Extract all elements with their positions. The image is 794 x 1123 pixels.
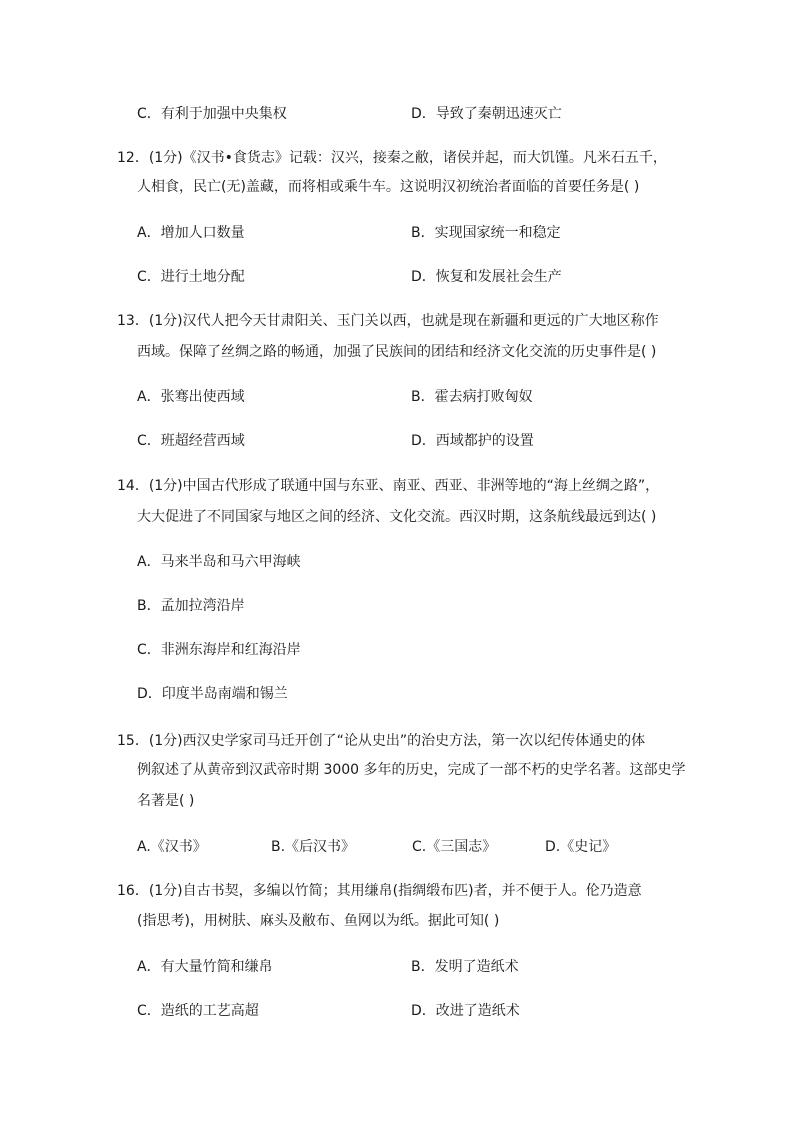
q14-option-c: C．非洲东海岸和红海沿岸 (137, 642, 301, 658)
q14-option-a: A．马来半岛和马六甲海峡 (137, 554, 301, 570)
q16-stem-line2: (指思考)，用树肤、麻头及敝布、鱼网以为纸。据此可知( ) (137, 913, 500, 929)
q15-option-a: A.《汉书》 (137, 839, 207, 855)
q12-option-a: A．增加人口数量 (137, 225, 245, 241)
q14-stem-line2: 大大促进了不同国家与地区之间的经济、文化交流。西汉时期，这条航线最远到达( ) (137, 509, 657, 525)
q16-option-c: C．造纸的工艺高超 (137, 1003, 259, 1019)
q16-option-b: B．发明了造纸术 (411, 959, 519, 975)
q15-stem-line2: 例叙述了从黄帝到汉武帝时期 3000 多年的历史，完成了一部不朽的史学名著。这部史学 (137, 762, 686, 778)
q16-option-a: A．有大量竹简和缣帛 (137, 959, 273, 975)
q15-stem-line3: 名著是( ) (137, 793, 195, 809)
q14-option-b: B．孟加拉湾沿岸 (137, 598, 245, 614)
q11-option-d: D．导致了秦朝迅速灭亡 (411, 106, 562, 122)
q12-option-d: D．恢复和发展社会生产 (411, 269, 562, 285)
q14-stem-line1: 14．(1分)中国古代形成了联通中国与东亚、南亚、西亚、非洲等地的“海上丝绸之路”， (117, 478, 660, 494)
q13-option-c: C．班超经营西域 (137, 433, 245, 449)
q15-stem-line1: 15．(1分)西汉史学家司马迁开创了“论从史出”的治史方法，第一次以纪传体通史的体 (117, 733, 646, 749)
q13-stem-line1: 13．(1分)汉代人把今天甘肃阳关、玉门关以西，也就是现在新疆和更远的广大地区称作 (117, 313, 659, 329)
q15-option-b: B.《后汉书》 (271, 839, 356, 855)
q15-option-c: C.《三国志》 (412, 839, 497, 855)
q16-option-d: D．改进了造纸术 (411, 1003, 520, 1019)
q13-option-a: A．张骞出使西域 (137, 389, 245, 405)
q13-option-d: D．西域都护的设置 (411, 433, 534, 449)
q11-option-c: C．有利于加强中央集权 (137, 106, 287, 122)
q12-stem-line1: 12．(1分)《汉书•食货志》记载：汉兴，接秦之敝，诸侯并起，而大饥馑。凡米石五千， (117, 150, 667, 166)
q13-stem-line2: 西域。保障了丝绸之路的畅通，加强了民族间的团结和经济文化交流的历史事件是( ) (137, 344, 657, 360)
q15-option-d: D.《史记》 (545, 839, 617, 855)
q12-option-b: B．实现国家统一和稳定 (411, 225, 561, 241)
q14-option-d: D．印度半岛南端和锡兰 (137, 686, 288, 702)
q12-option-c: C．进行土地分配 (137, 269, 245, 285)
q16-stem-line1: 16．(1分)自古书契，多编以竹简；其用缣帛(指绸缎布匹)者，并不便于人。伦乃造意 (117, 883, 642, 899)
q13-option-b: B．霍去病打败匈奴 (411, 389, 533, 405)
q12-stem-line2: 人相食，民亡(无)盖藏，而将相或乘牛车。这说明汉初统治者面临的首要任务是( ) (137, 179, 640, 195)
